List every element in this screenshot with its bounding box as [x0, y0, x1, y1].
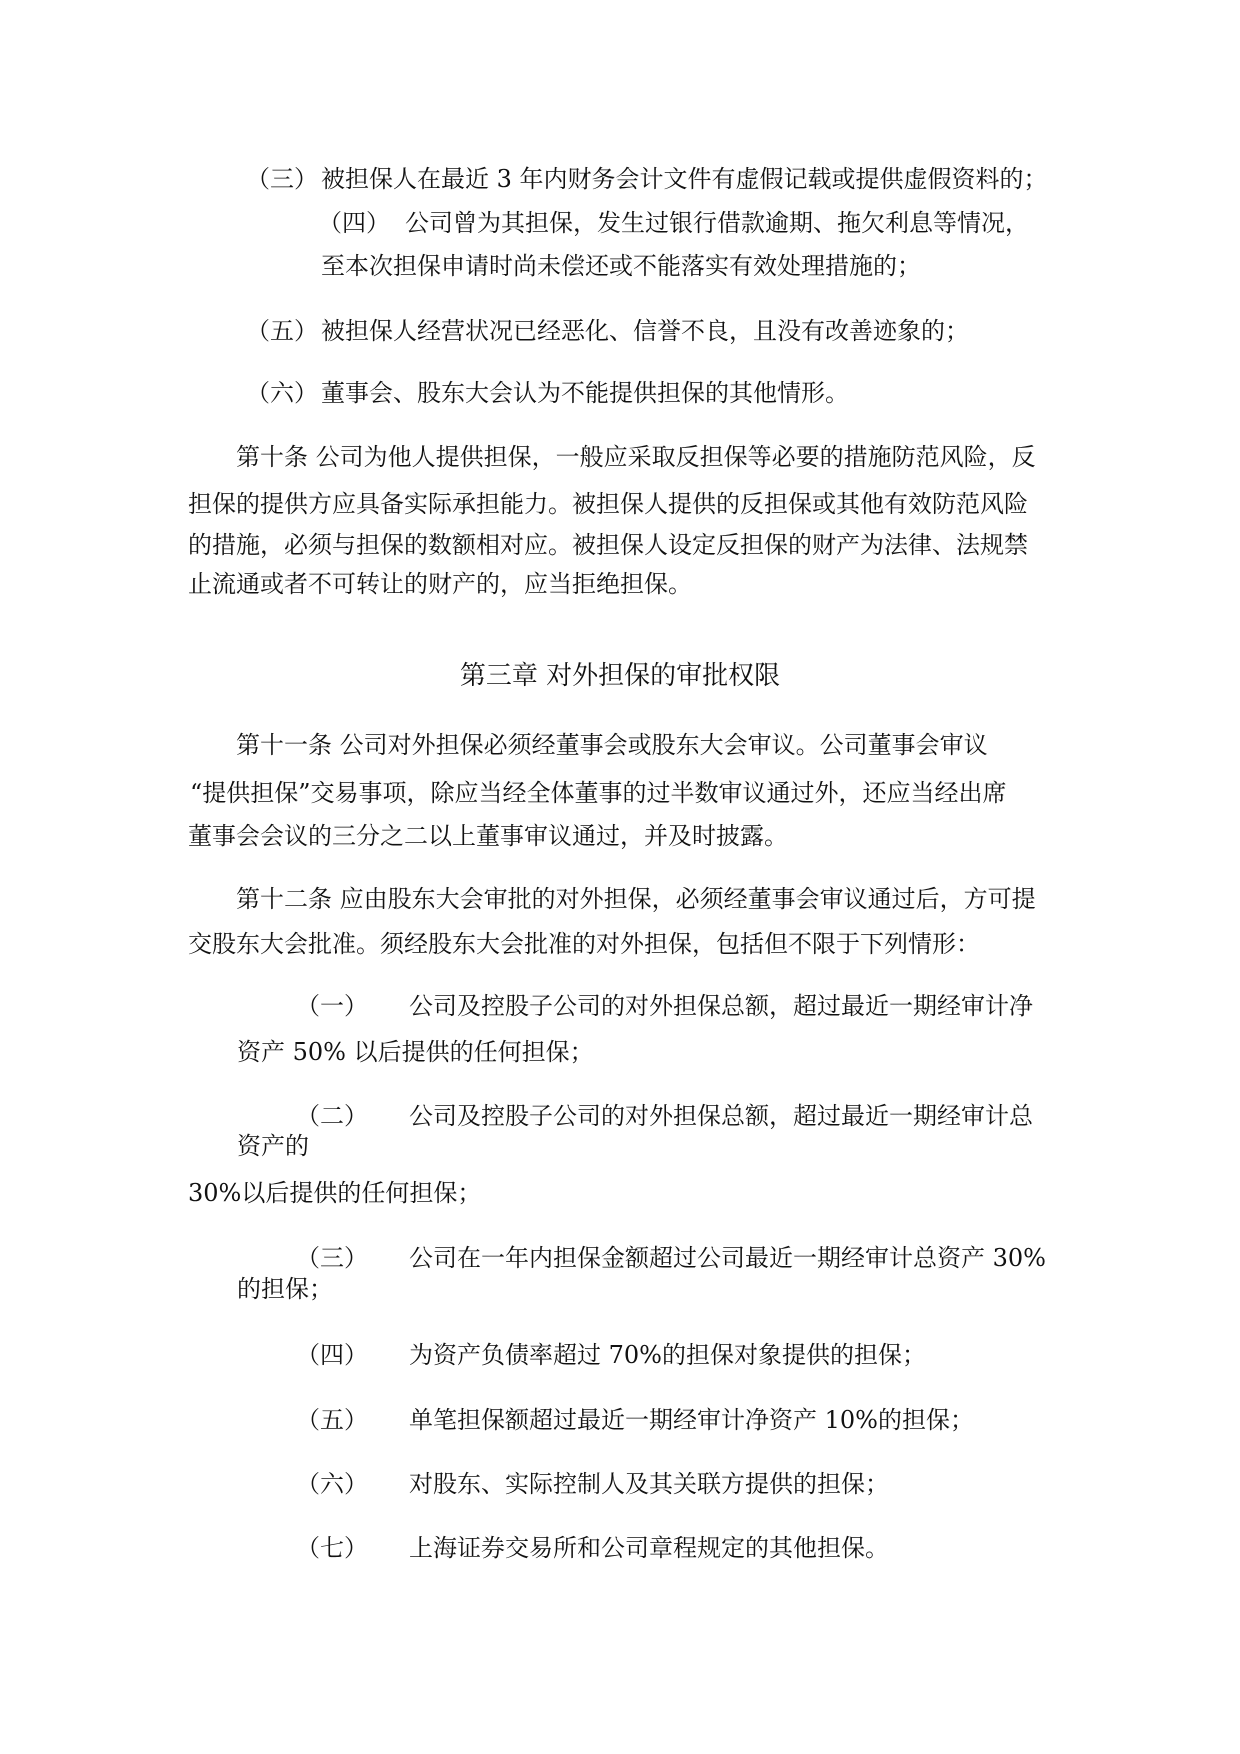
article-11-line: 董事会会议的三分之二以上董事审议通过，并及时披露。: [188, 822, 788, 850]
item-number: （五）: [246, 317, 318, 345]
item-number: （三）: [246, 165, 318, 193]
item-number: （五）: [296, 1406, 368, 1434]
item-number: （四）: [318, 209, 390, 237]
item-number: （六）: [296, 1470, 368, 1498]
item-text: 被担保人在最近 3 年内财务会计文件有虚假记载或提供虚假资料的；: [321, 165, 1048, 193]
item-text: 被担保人经营状况已经恶化、信誉不良，且没有改善迹象的；: [321, 317, 969, 345]
item-text: 为资产负债率超过 70%的担保对象提供的担保；: [409, 1341, 926, 1369]
article-10-line: 的措施，必须与担保的数额相对应。被担保人设定反担保的财产为法律、法规禁: [188, 531, 1028, 559]
item-number: （六）: [246, 379, 318, 407]
article-12-line: 第十二条 应由股东大会审批的对外担保，必须经董事会审议通过后，方可提: [236, 885, 1036, 913]
item-text: 公司曾为其担保，发生过银行借款逾期、拖欠利息等情况，: [405, 209, 1029, 237]
item-text: 对股东、实际控制人及其关联方提供的担保；: [409, 1470, 889, 1498]
article-10-line: 第十条 公司为他人提供担保，一般应采取反担保等必要的措施防范风险，反: [236, 443, 1036, 471]
article-12-line: 交股东大会批准。须经股东大会批准的对外担保，包括但不限于下列情形：: [188, 930, 980, 958]
article-10-line: 止流通或者不可转让的财产的，应当拒绝担保。: [188, 570, 692, 598]
article-11-line: “提供担保”交易事项，除应当经全体董事的过半数审议通过外，还应当经出席: [190, 779, 1007, 807]
chapter-title: 第三章 对外担保的审批权限: [459, 661, 781, 691]
item-text-continued: 资产的: [237, 1132, 309, 1160]
item-number: （三）: [296, 1244, 368, 1272]
item-number: （四）: [296, 1341, 368, 1369]
item-text: 上海证券交易所和公司章程规定的其他担保。: [409, 1534, 889, 1562]
item-text: 董事会、股东大会认为不能提供担保的其他情形。: [321, 379, 849, 407]
item-text: 公司及控股子公司的对外担保总额，超过最近一期经审计净: [409, 992, 1033, 1020]
item-text: 公司及控股子公司的对外担保总额，超过最近一期经审计总: [409, 1102, 1033, 1130]
item-number: （一）: [296, 992, 368, 1020]
article-10-line: 担保的提供方应具备实际承担能力。被担保人提供的反担保或其他有效防范风险: [188, 490, 1028, 518]
item-number: （七）: [296, 1534, 368, 1562]
item-text-continued: 的担保；: [237, 1275, 333, 1303]
item-text-continued: 30%以后提供的任何担保；: [188, 1179, 482, 1207]
item-text: 单笔担保额超过最近一期经审计净资产 10%的担保；: [409, 1406, 974, 1434]
item-number: （二）: [296, 1102, 368, 1130]
item-text: 公司在一年内担保金额超过公司最近一期经审计总资产 30%: [409, 1244, 1046, 1272]
item-text-continued: 至本次担保申请时尚未偿还或不能落实有效处理措施的；: [321, 252, 921, 280]
item-text-continued: 资产 50% 以后提供的任何担保；: [237, 1038, 594, 1066]
article-11-line: 第十一条 公司对外担保必须经董事会或股东大会审议。公司董事会审议: [236, 731, 988, 759]
